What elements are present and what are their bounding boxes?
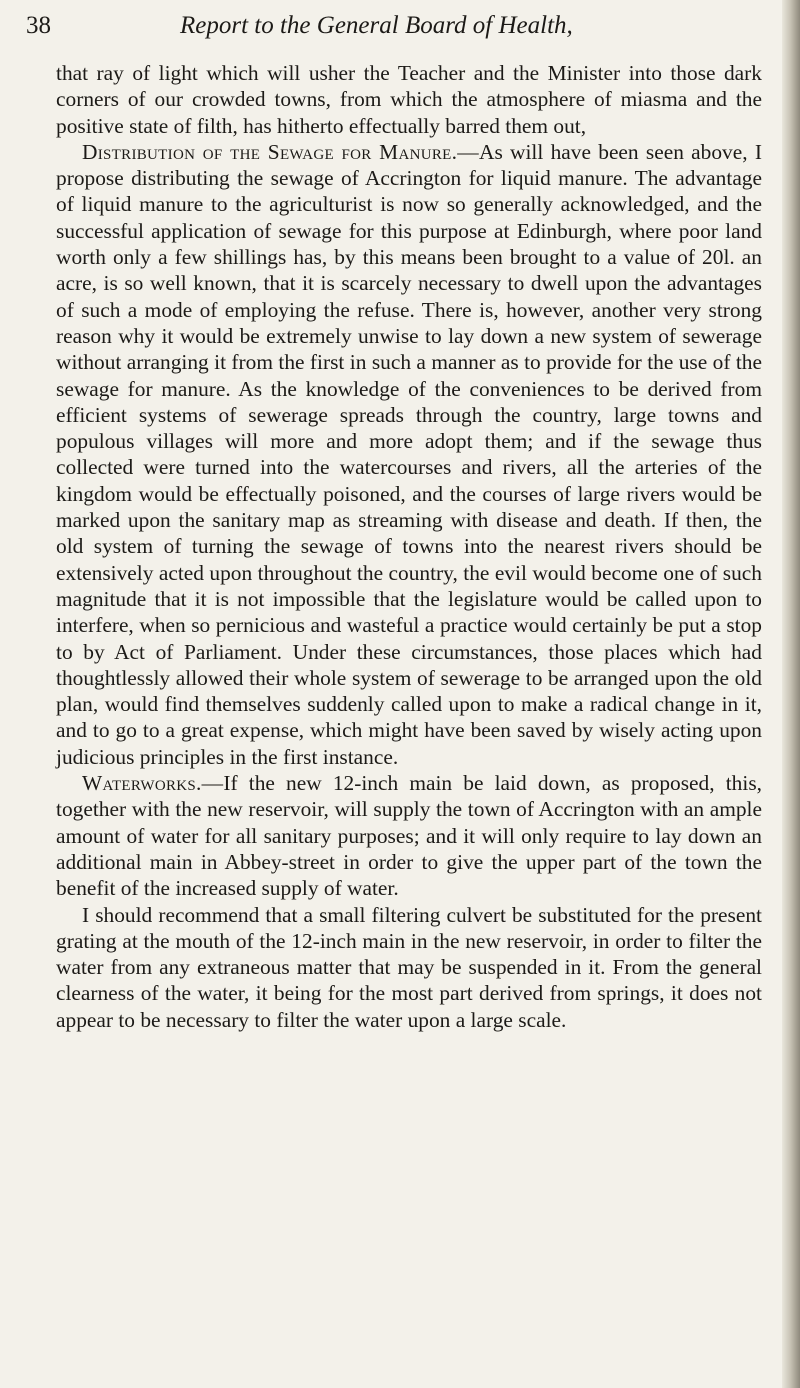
section-heading-sewage-distribution: Distribution of the Sewage for Manure.—	[82, 139, 479, 164]
paragraph-filtering-culvert	[56, 902, 762, 1033]
page-binding-edge	[782, 0, 800, 1388]
paragraph-text: that ray of light which will usher the Teacher and the Minister into those dark corners of our crowded towns, from which the atmosphere of miasma and the positive state of filth, has hitherto effectually barred them out,	[56, 61, 762, 138]
paragraph-text: I should recommend that a small filtering culvert be substituted for the present grating at the mouth of the 12-inch main in the new reservoir, in order to filter the water from any extraneous matter that may be suspended in it. From the general clearness of the water, it being for the most part derived from springs, it does not appear to be necessary to filter the water upon a large scale.	[56, 902, 762, 1032]
paragraph-sewage-distribution	[56, 139, 762, 770]
paragraph-text: As will have been seen above, I propose distributing the sewage of Accrington for liquid manure. The advantage of liquid manure to the agriculturist is now so generally acknowledged, and the successful application of sewage for this purpose at Edinburgh, where poor land worth only a few shillings has, by this means been brought to a value of 20l. an acre, is so well known, that it is scarcely necessary to dwell upon the advantages of such a mode of employing the refuse. There is, however, another very strong reason why it would be extremely unwise to lay down a new system of sewerage without arranging it from the first in such a manner as to provide for the use of the sewage for manure. As the knowledge of the conveniences to be derived from efficient systems of sewerage spreads through the country, large towns and populous villages will more and more adopt them; and if the sewage thus collected were turned into the watercourses and rivers, all the arteries of the kingdom would be effectually poisoned, and the courses of large rivers would be marked upon the sanitary map as streaming with disease and death. If then, the old system of turning the sewage of towns into the nearest rivers should be extensively acted upon throughout the country, the evil would become one of such magnitude that it is not impossible that the legislature would be called upon to interfere, when so pernicious and wasteful a practice would certainly be put a stop to by Act of Parliament. Under these circumstances, those places which had thoughtlessly allowed their whole system of sewerage to be arranged upon the old plan, would find themselves suddenly called upon to make a radical change in it, and to go to a great expense, which might have been saved by wisely acting upon judicious principles in the first instance.	[56, 139, 762, 769]
body-text	[56, 60, 762, 1033]
running-title: Report to the General Board of Health,	[180, 12, 573, 39]
paragraph-text: If the new 12-inch main be laid down, as proposed, this, together with the new reservoir, will supply the town of Accrington with an ample amount of water for all sanitary purposes; and it will only require to lay down an additional main in Abbey-street in order to give the upper part of the town the benefit of the increased supply of water.	[56, 771, 762, 901]
section-heading-waterworks: Waterworks.—	[82, 771, 224, 796]
page-number: 38	[26, 12, 51, 39]
page-header	[26, 4, 766, 48]
paragraph-continuation	[56, 60, 762, 139]
paragraph-waterworks	[56, 770, 762, 901]
